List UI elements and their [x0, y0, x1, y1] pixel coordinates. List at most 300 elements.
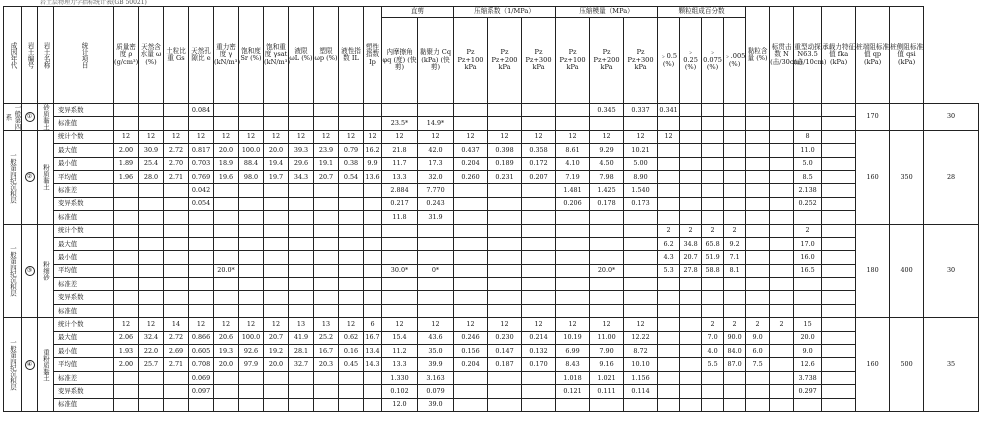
value-cell: 19.6 — [214, 170, 239, 183]
value-cell — [822, 318, 856, 331]
value-cell: 10.10 — [624, 358, 658, 371]
group-fka-cell: 180 — [856, 224, 890, 318]
header-coef-300: Pz Pz+300 kPa — [522, 18, 556, 104]
value-cell: 8.61 — [556, 144, 590, 157]
value-cell — [658, 371, 680, 384]
value-cell — [364, 264, 382, 277]
header-soil-name: 岩土名称 — [38, 7, 54, 104]
value-cell — [822, 331, 856, 344]
value-cell — [488, 385, 522, 398]
value-cell — [488, 117, 522, 130]
value-cell: 28.1 — [289, 345, 314, 358]
value-cell: 12 — [214, 130, 239, 143]
stat-label-cell: 变异系数 — [54, 385, 114, 398]
value-cell — [794, 278, 822, 291]
value-cell — [364, 197, 382, 210]
value-cell — [746, 104, 770, 117]
value-cell — [556, 398, 590, 411]
value-cell: 14 — [164, 318, 189, 331]
value-cell: 2 — [702, 318, 724, 331]
value-cell — [522, 304, 556, 317]
value-cell — [488, 184, 522, 197]
value-cell: 20.0 — [214, 358, 239, 371]
header-stat-item: 统计项目 — [54, 7, 114, 104]
value-cell: 34.3 — [289, 170, 314, 183]
header-mod-200: Pz Pz+200 kPa — [590, 18, 624, 104]
value-cell — [164, 264, 189, 277]
value-cell — [746, 211, 770, 224]
value-cell — [822, 224, 856, 237]
value-cell — [239, 304, 264, 317]
value-cell — [289, 264, 314, 277]
stat-label-cell: 最大值 — [54, 237, 114, 250]
value-cell — [522, 117, 556, 130]
group-qp-cell: 500 — [890, 318, 924, 412]
soil-name-cell: 粉细砂 — [38, 224, 54, 318]
value-cell — [164, 184, 189, 197]
value-cell: 0.217 — [382, 197, 418, 210]
value-cell — [702, 130, 724, 143]
value-cell — [746, 170, 770, 183]
value-cell — [770, 251, 794, 264]
value-cell: 19.3 — [214, 345, 239, 358]
value-cell: 6.99 — [556, 345, 590, 358]
value-cell: 0.189 — [488, 157, 522, 170]
value-cell — [522, 104, 556, 117]
value-cell — [702, 291, 724, 304]
value-cell — [189, 304, 214, 317]
value-cell: 2 — [702, 224, 724, 237]
header-dpt: 重型动探 N63.5 (击/10cm) — [794, 7, 822, 104]
value-cell: 0.605 — [189, 345, 214, 358]
value-cell: 0.45 — [339, 358, 364, 371]
value-cell — [746, 385, 770, 398]
value-cell — [264, 398, 289, 411]
value-cell: 2.69 — [164, 345, 189, 358]
value-cell — [164, 211, 189, 224]
value-cell: 0.230 — [488, 331, 522, 344]
value-cell — [522, 371, 556, 384]
geo-age-cell: 一般第四纪沉积层 — [4, 224, 22, 318]
value-cell: 0.866 — [189, 331, 214, 344]
value-cell — [239, 104, 264, 117]
value-cell: 0.260 — [454, 170, 488, 183]
value-cell — [314, 104, 339, 117]
value-cell: 13.6 — [364, 170, 382, 183]
value-cell — [339, 398, 364, 411]
stat-label-cell: 最小值 — [54, 157, 114, 170]
value-cell: 7.770 — [418, 184, 454, 197]
stat-label-cell: 标准值 — [54, 117, 114, 130]
value-cell — [189, 398, 214, 411]
value-cell: 5.00 — [624, 157, 658, 170]
value-cell: 58.8 — [702, 264, 724, 277]
soil-name-cell: 粉质黏土 — [38, 130, 54, 224]
value-cell — [382, 278, 418, 291]
header-wp: 塑限 ωp (%) — [314, 7, 339, 104]
value-cell: 13.4 — [364, 345, 382, 358]
value-cell: 0.79 — [339, 144, 364, 157]
value-cell — [289, 197, 314, 210]
value-cell — [314, 237, 339, 250]
value-cell: 65.8 — [702, 237, 724, 250]
value-cell: 1.481 — [556, 184, 590, 197]
value-cell: 11.2 — [382, 345, 418, 358]
header-density: 质量密度 ρ (g/cm³) — [114, 7, 139, 104]
value-cell: 17.0 — [794, 237, 822, 250]
value-cell: 0.243 — [418, 197, 454, 210]
value-cell: 0.62 — [339, 331, 364, 344]
value-cell: 11.0 — [794, 144, 822, 157]
value-cell — [822, 278, 856, 291]
value-cell — [139, 211, 164, 224]
value-cell — [488, 371, 522, 384]
value-cell — [680, 211, 702, 224]
value-cell — [418, 278, 454, 291]
value-cell: 14.3 — [364, 358, 382, 371]
value-cell — [590, 211, 624, 224]
value-cell — [522, 184, 556, 197]
table-row — [4, 331, 979, 344]
value-cell: 9.2 — [724, 237, 746, 250]
value-cell — [314, 184, 339, 197]
value-cell: 88.4 — [239, 157, 264, 170]
value-cell: 27.8 — [680, 264, 702, 277]
value-cell — [624, 304, 658, 317]
value-cell — [454, 104, 488, 117]
value-cell — [770, 237, 794, 250]
value-cell: 0.437 — [454, 144, 488, 157]
value-cell: 6.2 — [658, 237, 680, 250]
value-cell — [590, 117, 624, 130]
value-cell — [164, 224, 189, 237]
value-cell — [418, 237, 454, 250]
value-cell — [418, 224, 454, 237]
table-row — [4, 170, 979, 183]
value-cell — [702, 304, 724, 317]
value-cell: 12 — [339, 318, 364, 331]
value-cell — [724, 291, 746, 304]
value-cell: 4.3 — [658, 251, 680, 264]
value-cell: 16.7 — [364, 331, 382, 344]
value-cell: 12 — [522, 318, 556, 331]
value-cell — [114, 104, 139, 117]
value-cell: 0.132 — [522, 345, 556, 358]
value-cell — [339, 224, 364, 237]
value-cell — [264, 104, 289, 117]
value-cell — [264, 291, 289, 304]
value-cell — [454, 251, 488, 264]
value-cell — [239, 237, 264, 250]
value-cell — [624, 224, 658, 237]
value-cell — [680, 104, 702, 117]
value-cell: 12.6 — [794, 358, 822, 371]
value-cell — [822, 251, 856, 264]
value-cell — [658, 170, 680, 183]
value-cell — [289, 304, 314, 317]
value-cell — [680, 345, 702, 358]
value-cell — [289, 385, 314, 398]
stat-label-cell: 变异系数 — [54, 197, 114, 210]
value-cell — [189, 291, 214, 304]
value-cell: 1.018 — [556, 371, 590, 384]
value-cell — [658, 345, 680, 358]
value-cell — [214, 197, 239, 210]
value-cell: 0.204 — [454, 358, 488, 371]
soil-no-badge: ② — [25, 172, 35, 182]
value-cell — [770, 358, 794, 371]
group-qp-cell: 400 — [890, 224, 924, 318]
value-cell — [680, 304, 702, 317]
value-cell — [794, 117, 822, 130]
table-row — [4, 184, 979, 197]
value-cell: 2.71 — [164, 358, 189, 371]
value-cell: 9.16 — [590, 358, 624, 371]
value-cell — [590, 237, 624, 250]
value-cell: 0.079 — [418, 385, 454, 398]
value-cell — [770, 345, 794, 358]
value-cell: 12 — [239, 130, 264, 143]
value-cell — [189, 117, 214, 130]
value-cell — [746, 371, 770, 384]
value-cell: 19.4 — [264, 157, 289, 170]
value-cell — [289, 104, 314, 117]
value-cell — [239, 211, 264, 224]
value-cell — [680, 358, 702, 371]
value-cell: 20.0* — [590, 264, 624, 277]
stat-label-cell: 标准差 — [54, 278, 114, 291]
value-cell: 0.187 — [488, 358, 522, 371]
value-cell — [214, 117, 239, 130]
value-cell: 4.10 — [556, 157, 590, 170]
value-cell — [114, 264, 139, 277]
value-cell — [658, 398, 680, 411]
value-cell — [702, 211, 724, 224]
value-cell — [488, 398, 522, 411]
value-cell — [746, 197, 770, 210]
value-cell: 4.50 — [590, 157, 624, 170]
value-cell — [522, 251, 556, 264]
value-cell — [822, 345, 856, 358]
value-cell: 0.708 — [189, 358, 214, 371]
value-cell — [382, 224, 418, 237]
value-cell — [139, 237, 164, 250]
value-cell: 0.54 — [339, 170, 364, 183]
stat-label-cell: 变异系数 — [54, 291, 114, 304]
value-cell: 19.7 — [264, 170, 289, 183]
value-cell — [164, 371, 189, 384]
value-cell — [264, 304, 289, 317]
value-cell — [454, 264, 488, 277]
value-cell: 14.9* — [418, 117, 454, 130]
value-cell: 12 — [522, 130, 556, 143]
value-cell — [822, 211, 856, 224]
value-cell — [364, 184, 382, 197]
value-cell: 0.252 — [794, 197, 822, 210]
header-fka: 承载力特征值 fka (kPa) — [822, 7, 856, 104]
value-cell — [239, 385, 264, 398]
stat-label-cell: 标准值 — [54, 304, 114, 317]
value-cell: 42.0 — [418, 144, 454, 157]
value-cell — [488, 224, 522, 237]
value-cell — [114, 371, 139, 384]
value-cell — [488, 304, 522, 317]
value-cell — [624, 278, 658, 291]
value-cell — [139, 117, 164, 130]
value-cell — [522, 385, 556, 398]
value-cell: 13.3 — [382, 170, 418, 183]
value-cell — [746, 157, 770, 170]
value-cell — [770, 157, 794, 170]
value-cell: 20.3 — [314, 358, 339, 371]
value-cell: 0.703 — [189, 157, 214, 170]
value-cell: 2 — [680, 224, 702, 237]
value-cell — [239, 184, 264, 197]
value-cell: 12 — [114, 130, 139, 143]
value-cell — [418, 251, 454, 264]
header-grain-0005: ﹥.005 (%) — [724, 18, 746, 104]
value-cell: 0.121 — [556, 385, 590, 398]
table-row — [4, 224, 979, 237]
value-cell — [214, 398, 239, 411]
value-cell: 1.425 — [590, 184, 624, 197]
group-qp-cell: 350 — [890, 130, 924, 224]
value-cell — [590, 224, 624, 237]
value-cell: 100.0 — [239, 144, 264, 157]
value-cell — [746, 130, 770, 143]
value-cell — [454, 385, 488, 398]
group-qp-cell — [890, 104, 924, 131]
value-cell — [339, 385, 364, 398]
value-cell — [680, 291, 702, 304]
value-cell: 9.29 — [590, 144, 624, 157]
stat-label-cell: 标准值 — [54, 398, 114, 411]
value-cell: 25.4 — [139, 157, 164, 170]
value-cell: 12 — [139, 318, 164, 331]
value-cell — [746, 251, 770, 264]
value-cell: 0.097 — [189, 385, 214, 398]
value-cell — [488, 197, 522, 210]
value-cell — [702, 170, 724, 183]
value-cell — [114, 197, 139, 210]
value-cell: 6.0 — [746, 345, 770, 358]
value-cell — [724, 211, 746, 224]
value-cell: 20.0* — [214, 264, 239, 277]
value-cell: 0.069 — [189, 371, 214, 384]
geo-age-cell: 一般第四系 — [4, 104, 22, 130]
header-coef-100: Pz Pz+100 kPa — [454, 18, 488, 104]
value-cell — [139, 184, 164, 197]
header-c: 黏聚力 Cq (kPa) (快剪) — [418, 18, 454, 104]
value-cell: 12 — [488, 318, 522, 331]
value-cell — [139, 304, 164, 317]
value-cell — [364, 117, 382, 130]
value-cell — [314, 224, 339, 237]
value-cell — [770, 224, 794, 237]
value-cell: 97.9 — [239, 358, 264, 371]
value-cell: 12 — [590, 130, 624, 143]
value-cell — [770, 385, 794, 398]
value-cell — [264, 237, 289, 250]
value-cell: 43.6 — [418, 331, 454, 344]
value-cell — [488, 291, 522, 304]
value-cell — [522, 278, 556, 291]
table-row — [4, 264, 979, 277]
value-cell: 20.0 — [264, 144, 289, 157]
value-cell — [770, 264, 794, 277]
value-cell — [488, 237, 522, 250]
value-cell — [339, 264, 364, 277]
value-cell: 12 — [418, 318, 454, 331]
value-cell — [314, 117, 339, 130]
value-cell — [702, 184, 724, 197]
stat-label-cell: 变异系数 — [54, 104, 114, 117]
value-cell: 12.0 — [382, 398, 418, 411]
value-cell — [339, 278, 364, 291]
value-cell — [454, 398, 488, 411]
table-row — [4, 144, 979, 157]
value-cell: 2.70 — [164, 157, 189, 170]
value-cell — [289, 371, 314, 384]
header-clay: 黏粒含量 (%) — [746, 7, 770, 104]
value-cell: 7.1 — [724, 251, 746, 264]
value-cell — [314, 291, 339, 304]
value-cell — [702, 371, 724, 384]
value-cell — [522, 398, 556, 411]
table-row — [4, 157, 979, 170]
value-cell — [488, 211, 522, 224]
value-cell — [454, 117, 488, 130]
value-cell — [264, 278, 289, 291]
value-cell — [658, 385, 680, 398]
value-cell — [770, 130, 794, 143]
value-cell — [556, 211, 590, 224]
value-cell: 32.4 — [139, 331, 164, 344]
value-cell: 39.9 — [418, 358, 454, 371]
value-cell: 0.204 — [454, 157, 488, 170]
value-cell — [624, 264, 658, 277]
value-cell — [418, 291, 454, 304]
value-cell — [770, 104, 794, 117]
value-cell — [339, 117, 364, 130]
value-cell — [314, 278, 339, 291]
table-row — [4, 130, 979, 143]
value-cell: 10.21 — [624, 144, 658, 157]
header-group-grain: 颗粒组成百分数 — [658, 7, 746, 18]
value-cell: 25.7 — [139, 358, 164, 371]
value-cell: 13 — [289, 318, 314, 331]
value-cell — [164, 385, 189, 398]
value-cell: 0.38 — [339, 157, 364, 170]
value-cell — [822, 157, 856, 170]
value-cell — [164, 304, 189, 317]
value-cell — [746, 224, 770, 237]
value-cell: 92.6 — [239, 345, 264, 358]
value-cell: 7.5 — [746, 358, 770, 371]
value-cell — [139, 251, 164, 264]
header-coef-200: Pz Pz+200 kPa — [488, 18, 522, 104]
value-cell: 9.9 — [364, 157, 382, 170]
value-cell: 12 — [418, 130, 454, 143]
value-cell: 12 — [264, 130, 289, 143]
soil-no-cell — [22, 130, 38, 224]
value-cell — [822, 130, 856, 143]
value-cell — [164, 237, 189, 250]
value-cell: 12 — [658, 130, 680, 143]
soil-no-badge: ③ — [25, 266, 35, 276]
geo-age-cell: 一般第四纪沉积层 — [4, 318, 22, 412]
value-cell: 7.90 — [590, 345, 624, 358]
